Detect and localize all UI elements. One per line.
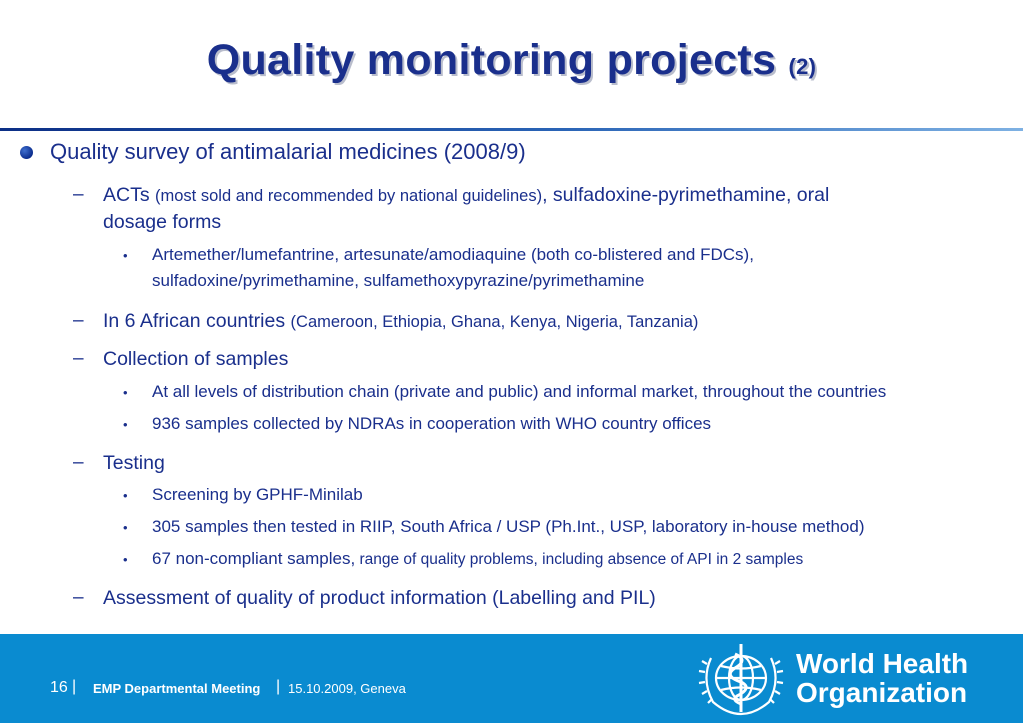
bullet-icon: • (123, 488, 128, 503)
bullet-icon: • (123, 385, 128, 400)
sub-countries-lead: In 6 African countries (103, 310, 286, 332)
bullet-icon: • (123, 417, 128, 432)
sub-testing: Testing (103, 452, 165, 474)
item-testing-2: 305 samples then tested in RIIP, South Africa / USP (Ph.Int., USP, laboratory in-house method) (152, 517, 865, 536)
footer-separator: | (276, 678, 281, 695)
org-name-line1: World Health (796, 648, 969, 679)
sub-collection: Collection of samples (103, 348, 289, 370)
sub-acts (103, 184, 829, 207)
sub-acts-cont: dosage forms (103, 211, 222, 233)
dash-icon: – (73, 587, 84, 608)
bullet-icon: • (123, 248, 128, 263)
sub-acts-lead: ACTs (103, 184, 150, 206)
title-main: Quality monitoring projects (206, 36, 777, 84)
dash-icon: – (73, 348, 84, 369)
item-testing-3-lead: 67 non-compliant samples, (152, 549, 356, 568)
dash-icon: – (73, 310, 84, 331)
who-emblem-icon (693, 638, 789, 718)
item-testing-3 (152, 549, 803, 569)
dash-icon: – (73, 452, 84, 473)
footer-date: 15.10.2009, Geneva (288, 681, 406, 696)
title-number: (2) (788, 54, 817, 79)
bullet-icon: • (123, 520, 128, 535)
bullet-dot-icon (20, 146, 33, 159)
item-acts-2: sulfadoxine/pyrimethamine, sulfamethoxypyrazine/pyrimethamine (152, 271, 645, 290)
bullet-icon: • (123, 552, 128, 567)
sub-countries-paren: (Cameroon, Ethiopia, Ghana, Kenya, Nigeria, Tanzania) (290, 313, 699, 331)
page-number: 16 (50, 679, 68, 696)
item-collection-1: At all levels of distribution chain (private and public) and informal market, throughout the countries (152, 382, 887, 401)
footer-separator: | (72, 678, 77, 695)
footer-meeting: EMP Departmental Meeting (93, 681, 261, 696)
title-divider (0, 128, 1023, 131)
slide-title (0, 36, 1023, 85)
org-name-line2: Organization (796, 677, 968, 708)
dash-icon: – (73, 184, 84, 205)
item-collection-2: 936 samples collected by NDRAs in cooperation with WHO country offices (152, 414, 712, 433)
sub-acts-rest: , sulfadoxine-pyrimethamine, oral (542, 184, 830, 206)
item-testing-3-rest: range of quality problems, including absence of API in 2 samples (355, 551, 804, 568)
item-testing-1: Screening by GPHF-Minilab (152, 485, 363, 504)
bullet-survey: Quality survey of antimalarial medicines (2008/9) (50, 139, 526, 164)
sub-acts-paren: (most sold and recommended by national guidelines) (155, 187, 543, 205)
sub-assessment: Assessment of quality of product information (Labelling and PIL) (103, 587, 656, 609)
item-acts-1: Artemether/lumefantrine, artesunate/amodiaquine (both co-blistered and FDCs), (152, 245, 754, 264)
sub-countries (103, 310, 698, 333)
